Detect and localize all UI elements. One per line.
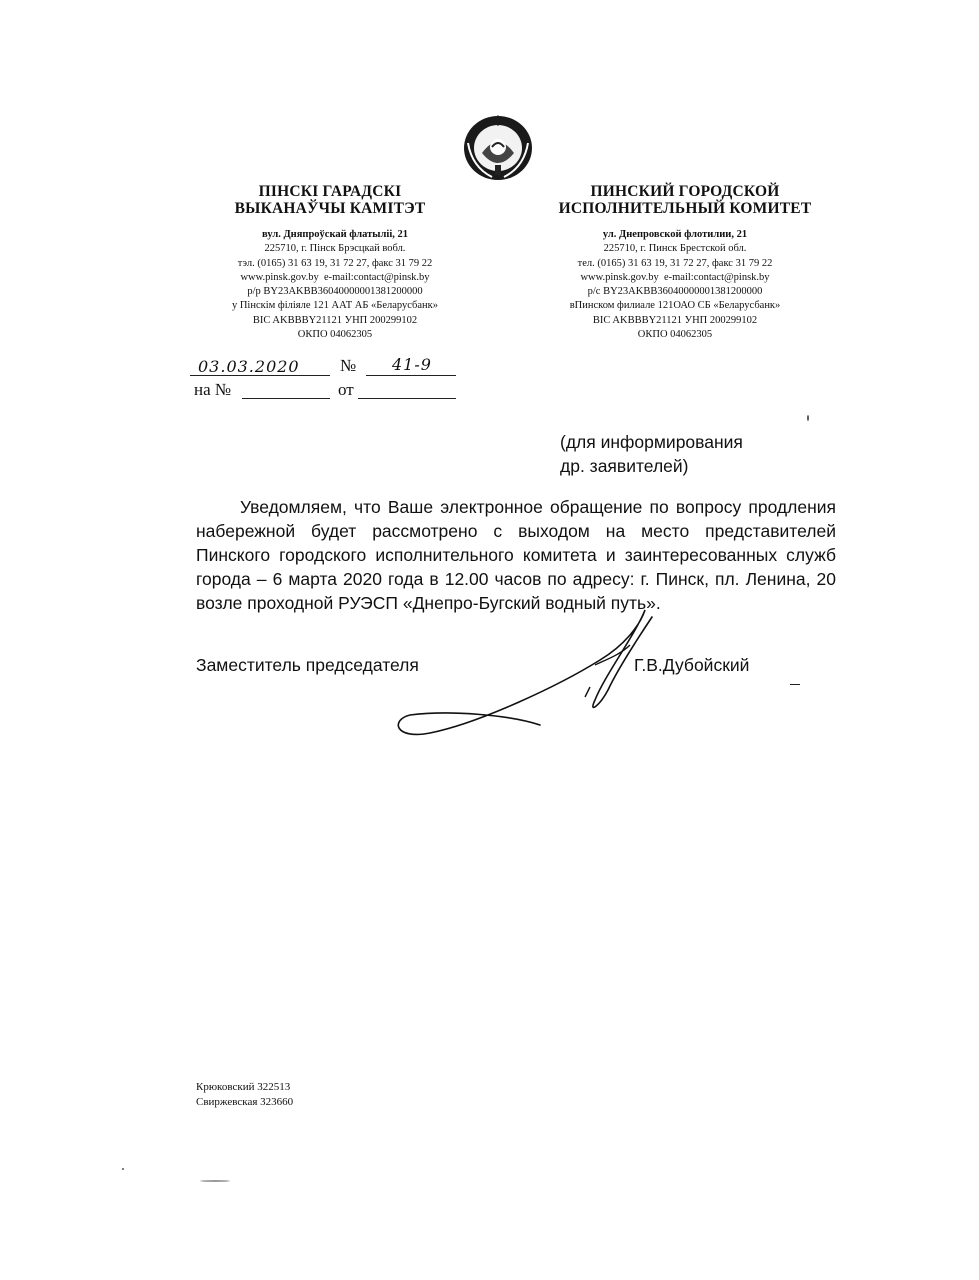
- org-email: e-mail:contact@pinsk.by: [663, 271, 770, 283]
- org-okpo: ОКПО 04062305: [297, 329, 373, 341]
- org-title-russian: [540, 183, 830, 217]
- state-emblem-icon: [462, 113, 534, 181]
- org-title-line: ИСПОЛНИТЕЛЬНЫЙ КОМИТЕТ: [558, 200, 812, 217]
- org-title-line: ПИНСКИЙ ГОРОДСКОЙ: [590, 183, 780, 200]
- org-phones: тэл. (0165) 31 63 19, 31 72 27, факс 31 79 22: [237, 257, 433, 269]
- reference-from-underline: [358, 398, 456, 399]
- org-title-line: ВЫКАНАЎЧЫ КАМІТЭТ: [234, 200, 426, 217]
- contact-line: Крюковский 322513: [196, 1081, 291, 1093]
- recipient-block: [560, 430, 743, 478]
- org-bic-unp: BIC AKBBBY21121 УНП 200299102: [592, 314, 758, 326]
- recipient-line: (для информирования: [560, 432, 743, 452]
- scan-speck: [200, 1180, 230, 1182]
- date-underline: [190, 375, 330, 376]
- contact-line: Свиржевская 323660: [196, 1096, 294, 1108]
- org-address: ул. Днепровской флотилии, 21: [602, 229, 748, 240]
- registration-number-label: №: [340, 356, 357, 375]
- contact-persons: [196, 1080, 293, 1110]
- org-postcode-city: 225710, г. Пінск Брэсцкай вобл.: [264, 243, 406, 255]
- org-bank: у Пінскім філіяле 121 ААТ АБ «Беларусбанк»: [231, 300, 439, 312]
- signatory-name: Г.В.Дубойский: [634, 655, 750, 675]
- handwritten-signature-icon: [390, 605, 670, 740]
- org-account: р/р BY23AKBB36040000001381200000: [247, 286, 423, 298]
- org-postcode-city: 225710, г. Пинск Брестской обл.: [603, 243, 747, 255]
- registration-number: 41-9: [392, 355, 432, 374]
- org-address: вул. Дняпроўскай флатыліі, 21: [262, 229, 408, 240]
- signature-dash: [790, 684, 800, 685]
- reference-from-label: от: [338, 380, 354, 399]
- org-title-belarusian: [200, 183, 460, 217]
- scan-speck: [807, 415, 809, 421]
- reference-number-label: на №: [194, 380, 232, 399]
- letter-body: Уведомляем, что Ваше электронное обращение по вопросу продления набережной будет рассмотрено с выходом на место представителей Пинского городского исполнительного комитета и заинтересованных служб города – 6 марта 2020 года в 12.00 часов по адресу: г. Пинск, пл. Ленина, 20 возле проходной РУЭСП «Днепро-Бугский водный путь».: [196, 497, 836, 613]
- org-email: e-mail:contact@pinsk.by: [323, 271, 430, 283]
- org-details-belarusian: [180, 228, 490, 342]
- signatory-position: Заместитель председателя: [196, 655, 419, 675]
- number-underline: [366, 375, 456, 376]
- org-account: р/с BY23AKBB36040000001381200000: [587, 286, 763, 298]
- org-details-russian: [520, 228, 830, 342]
- org-title-line: ПІНСКІ ГАРАДСКІ: [258, 183, 402, 200]
- org-website: www.pinsk.gov.by: [240, 271, 319, 283]
- reference-underline: [242, 398, 330, 399]
- org-okpo: ОКПО 04062305: [637, 329, 713, 341]
- org-bank: вПинском филиале 121ОАО СБ «Беларусбанк»: [569, 300, 781, 312]
- registration-date: 03.03.2020: [198, 357, 300, 376]
- org-website: www.pinsk.gov.by: [580, 271, 659, 283]
- org-phones: тел. (0165) 31 63 19, 31 72 27, факс 31 79 22: [577, 257, 773, 269]
- org-bic-unp: BIC AKBBBY21121 УНП 200299102: [252, 314, 418, 326]
- recipient-line: др. заявителей): [560, 456, 689, 476]
- scan-speck: [122, 1168, 124, 1170]
